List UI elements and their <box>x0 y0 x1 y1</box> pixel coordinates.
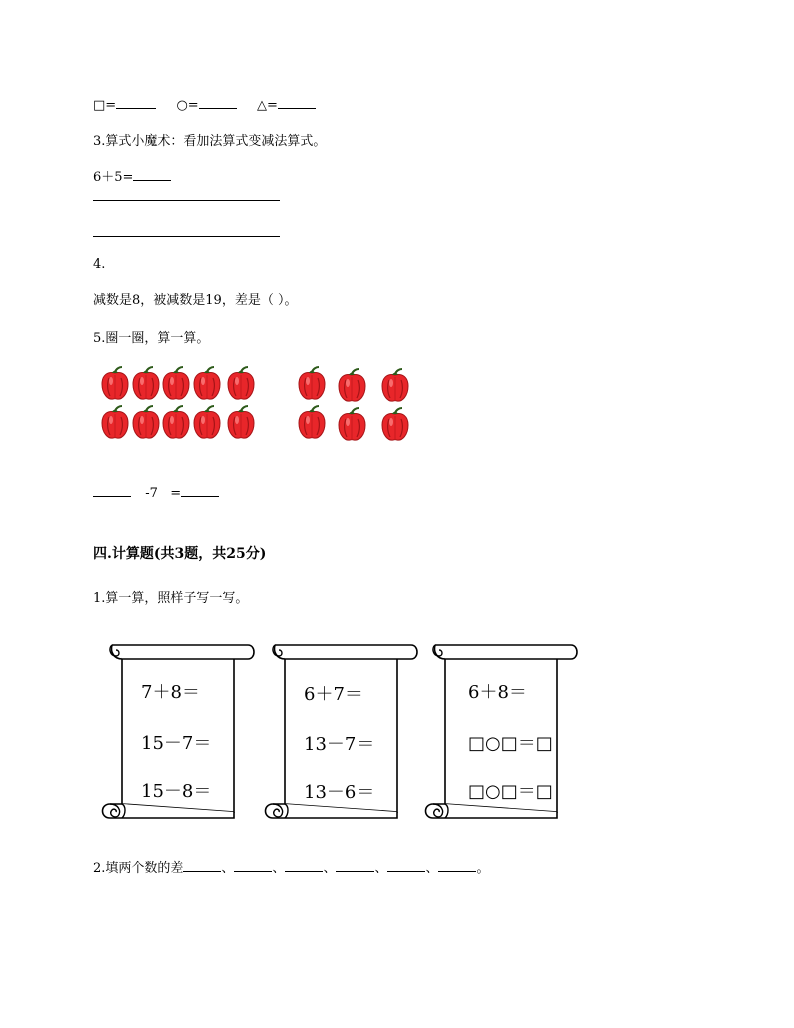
q3-equation: 6＋5= <box>93 170 134 185</box>
scroll-3-line-2[interactable]: □○□＝□ <box>468 733 553 754</box>
separator: 、 <box>323 861 337 876</box>
q3-answer-blank[interactable] <box>133 168 171 181</box>
circle-label: ○= <box>176 98 199 113</box>
circle-blank[interactable] <box>199 96 237 109</box>
pepper-icon <box>297 366 327 402</box>
q5-blank-result[interactable] <box>181 484 219 497</box>
scroll-2-line-2: 13－7＝ <box>304 734 375 755</box>
pepper-icon <box>192 405 222 441</box>
separator: 、 <box>374 861 388 876</box>
pepper-icon <box>380 368 410 404</box>
separator: 、 <box>221 861 235 876</box>
scroll-1-line-3: 15－8＝ <box>141 781 212 802</box>
diff-blank[interactable] <box>285 859 323 872</box>
q3-answer-line-1[interactable] <box>93 200 280 201</box>
q3-equation-line <box>93 166 171 185</box>
q5-blank-minuend[interactable] <box>93 484 131 497</box>
q3-answer-line-2[interactable] <box>93 236 280 237</box>
pepper-icon <box>100 405 130 441</box>
calc-q2-title: 2.填两个数的差 <box>93 861 184 876</box>
triangle-blank[interactable] <box>278 96 316 109</box>
separator: 、 <box>272 861 286 876</box>
scroll-2-line-3: 13－6＝ <box>304 782 375 803</box>
q5-formula <box>93 484 219 501</box>
pepper-icon <box>337 407 367 443</box>
period: 。 <box>476 861 490 876</box>
scroll-1-line-2: 15－7＝ <box>141 733 212 754</box>
triangle-label: △= <box>257 98 278 113</box>
diff-blank[interactable] <box>183 859 221 872</box>
pepper-icon <box>380 407 410 443</box>
pepper-icon <box>161 405 191 441</box>
q5-minus: -7 <box>145 486 158 501</box>
pepper-icon <box>226 366 256 402</box>
q5-equals: = <box>170 486 182 501</box>
pepper-icon <box>297 405 327 441</box>
square-blank[interactable] <box>116 96 156 109</box>
q3-title: 3.算式小魔术：看加法算式变减法算式。 <box>93 134 327 149</box>
diff-blank[interactable] <box>387 859 425 872</box>
pepper-icon <box>131 405 161 441</box>
pepper-icon <box>337 368 367 404</box>
scroll-3-line-3[interactable]: □○□＝□ <box>468 781 553 802</box>
q4-text: 减数是8，被减数是19，差是（ ）。 <box>93 293 298 308</box>
square-label: □= <box>93 98 117 113</box>
pepper-icon <box>161 366 191 402</box>
section-heading: 四.计算题(共3题，共25分) <box>93 546 267 562</box>
pepper-icon <box>226 405 256 441</box>
pepper-icon <box>100 366 130 402</box>
pepper-icon <box>131 366 161 402</box>
diff-blank[interactable] <box>336 859 374 872</box>
shapes-answer-line <box>93 96 316 113</box>
scroll-3-line-1: 6＋8＝ <box>468 682 527 703</box>
pepper-icon <box>192 366 222 402</box>
calc-q1-title: 1.算一算，照样子写一写。 <box>93 591 249 606</box>
scroll-1-line-1: 7＋8＝ <box>141 682 200 703</box>
calc-q2-line <box>93 857 490 876</box>
diff-blank[interactable] <box>234 859 272 872</box>
scroll-2-line-1: 6＋7＝ <box>304 684 363 705</box>
separator: 、 <box>425 861 439 876</box>
q5-title: 5.圈一圈，算一算。 <box>93 331 210 346</box>
diff-blank[interactable] <box>438 859 476 872</box>
q4-number: 4. <box>93 257 106 272</box>
